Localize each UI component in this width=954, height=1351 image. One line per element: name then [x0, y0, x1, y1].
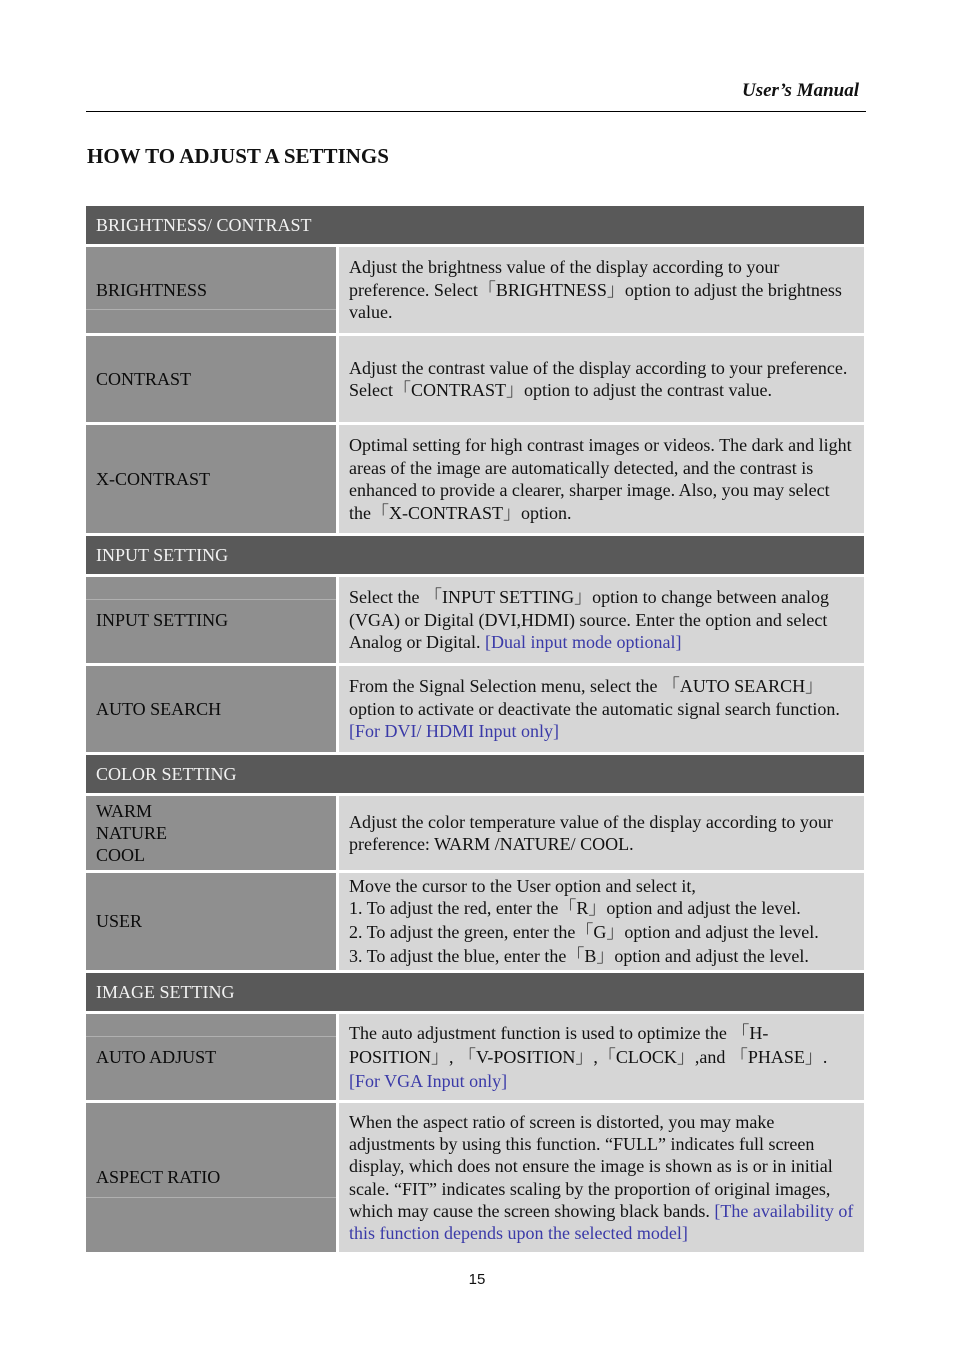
- description-text: When the aspect ratio of screen is distorted, you may make adjustments by using this function. “FULL” indicates full screen display, which does not ensure the image is shown as is or in initial scale. “FIT” indicates scaling by the proportion of original images, which may cause the screen showing black bands.: [349, 1111, 833, 1221]
- setting-label-cell: [86, 873, 336, 970]
- setting-row-contrast: [86, 336, 864, 422]
- setting-label-cell: [86, 666, 336, 752]
- setting-label-cell: [86, 336, 336, 422]
- setting-row-auto-adjust: [86, 1014, 864, 1100]
- manual-header-title: User’s Manual: [741, 80, 859, 101]
- setting-row-auto-search: [86, 666, 864, 752]
- setting-label-cell: [86, 247, 336, 333]
- setting-description-cell: [339, 1014, 864, 1100]
- setting-description: [349, 1111, 856, 1244]
- cell-seam: [86, 309, 336, 310]
- setting-description: Adjust the contrast value of the display according to your preference. Select「CONTRAST」option to adjust the contrast value.: [349, 357, 848, 400]
- description-text: From the Signal Selection menu, select the 「AUTO SEARCH」option to activate or deactivate the automatic signal search function.: [349, 676, 840, 719]
- user-line-red: 1. To adjust the red, enter the「R」option and adjust the level.: [349, 897, 801, 918]
- setting-description-cell: [339, 247, 864, 333]
- setting-description-cell: [339, 425, 864, 533]
- setting-row-aspect-ratio: [86, 1103, 864, 1252]
- setting-label-cell: [86, 1103, 336, 1252]
- setting-label-warm: WARM: [96, 801, 153, 821]
- setting-description: Adjust the color temperature value of the display according to your preference: WARM /NATURE/ COOL.: [349, 811, 833, 854]
- setting-description: Optimal setting for high contrast images or videos. The dark and light areas of the image are automatically detected, and the contrast is enhanced to provide a clearer, sharper image. Also, you may select the「X-CONTRAST」option.: [349, 435, 852, 523]
- user-line-blue: 3. To adjust the blue, enter the「B」option and adjust the level.: [349, 945, 809, 966]
- setting-label: USER: [96, 911, 143, 931]
- header-divider: [86, 111, 866, 112]
- setting-row-input-setting: [86, 577, 864, 663]
- setting-label-cell: [86, 425, 336, 533]
- setting-label: X-CONTRAST: [96, 468, 211, 489]
- section-header-input-setting: INPUT SETTING: [86, 536, 864, 574]
- cell-seam: [86, 1036, 336, 1037]
- setting-label-nature: NATURE: [96, 823, 167, 843]
- setting-description-cell: [339, 796, 864, 870]
- setting-label: AUTO SEARCH: [96, 698, 222, 719]
- setting-description-cell: [339, 873, 864, 970]
- page-number: 15: [468, 1271, 486, 1288]
- setting-description: [349, 675, 856, 743]
- description-note: [The availability of this function depends upon the selected model]: [349, 1200, 854, 1243]
- setting-label: ASPECT RATIO: [96, 1167, 221, 1187]
- setting-row-user: [86, 873, 864, 970]
- setting-row-color-temperature: [86, 796, 864, 870]
- setting-description: Adjust the brightness value of the display according to your preference. Select「BRIGHTNESS」option to adjust the brightness value.: [349, 257, 842, 323]
- setting-description-cell: [339, 1103, 864, 1252]
- setting-description-cell: [339, 666, 864, 752]
- setting-row-brightness: [86, 247, 864, 333]
- user-line-intro: Move the cursor to the User option and select it,: [349, 875, 696, 896]
- description-note: [For DVI/ HDMI Input only]: [349, 721, 559, 742]
- setting-label: INPUT SETTING: [96, 609, 229, 630]
- section-header-color-setting: COLOR SETTING: [86, 755, 864, 793]
- section-header-image-setting: IMAGE SETTING: [86, 973, 864, 1011]
- setting-label-cool: COOL: [96, 845, 145, 865]
- setting-row-x-contrast: [86, 425, 864, 533]
- user-line-green: 2. To adjust the green, enter the「G」option and adjust the level.: [349, 921, 819, 942]
- cell-seam: [86, 1197, 336, 1198]
- setting-description: [349, 1021, 856, 1093]
- setting-label: BRIGHTNESS: [96, 279, 208, 300]
- cell-seam: [86, 599, 336, 600]
- setting-label-cell: [86, 577, 336, 663]
- setting-label: AUTO ADJUST: [96, 1046, 217, 1067]
- setting-label: CONTRAST: [96, 368, 192, 389]
- setting-label-cell: [86, 796, 336, 870]
- section-header-brightness-contrast: BRIGHTNESS/ CONTRAST: [86, 206, 864, 244]
- description-text: The auto adjustment function is used to optimize the 「H-POSITION」, 「V-POSITION」,「CLOCK」,and 「PHASE」.: [349, 1023, 828, 1067]
- description-text: Select the 「INPUT SETTING」option to change between analog (VGA) or Digital (DVI,HDMI) source. Enter the option and select Analog or Digital.: [349, 587, 830, 653]
- setting-description: [349, 586, 856, 654]
- description-note: [Dual input mode optional]: [484, 632, 682, 653]
- setting-label-cell: [86, 1014, 336, 1100]
- setting-description-cell: [339, 336, 864, 422]
- setting-description-cell: [339, 577, 864, 663]
- description-note: [For VGA Input only]: [349, 1071, 508, 1091]
- page-heading: HOW TO ADJUST A SETTINGS: [87, 144, 389, 168]
- settings-table: [86, 206, 864, 1255]
